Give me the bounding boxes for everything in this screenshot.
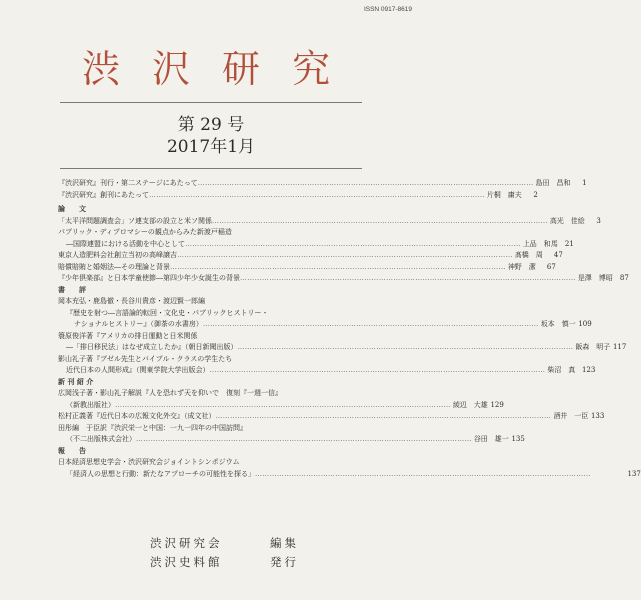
section-heading: 新 刊 紹 介 [58,377,94,386]
entry-author: 神野 潔 [507,262,536,271]
toc-entry [58,216,601,228]
entry-page: 3 [596,216,601,225]
issue-date: 2017年1月 [166,137,256,157]
entry-page: 123 [581,366,596,374]
dot-leader [149,190,485,202]
entry-title: 岡本充弘・鹿島徹・長谷川貴彦・渡辺賢一郎編 [58,297,205,305]
entry-title: 簑原俊洋著『アメリカの排日運動と日米関係 [58,331,198,340]
entry-title: 賠償賠賄と婚姻法―その理論と背景 [58,262,170,271]
entry-author: 高光 佳絵 [549,216,585,225]
toc-entry [58,273,629,285]
section-heading: 論 文 [58,205,86,213]
dot-leader [136,434,472,446]
dot-leader [177,250,513,262]
table-of-contents [58,178,641,480]
dot-leader [115,400,451,412]
entry-page: 2 [533,190,538,199]
footer-row-editor [150,534,299,553]
toc-entry [58,319,592,331]
entry-author: 上品 和馬 [522,239,558,248]
toc-entry [58,227,364,239]
entry-title: 近代日本の人間形成』（関東学院大学出版会） [66,366,210,374]
toc-entry [58,239,574,251]
entry-author: 綾辺 大雄 [452,400,488,409]
entry-title: 影山礼子著『ブゼル先生とバイブル・クラスの学生たち [58,354,233,363]
toc-entry [58,423,364,435]
entry-title: （不二出版株式会社） [66,435,136,443]
entry-page: 137 [627,469,641,478]
entry-page: 109 [578,320,592,328]
entry-author: 酒井 一臣 [553,412,589,420]
entry-page: 129 [490,400,504,409]
entry-page: 47 [553,251,563,259]
section-heading: 報 告 [58,446,86,455]
entry-author: 谷田 雄一 [473,435,509,443]
entry-author: 片桐 庸夫 [486,190,522,199]
toc-entry [58,296,364,308]
entry-title: ―「排日移民法」はなぜ成立したか』（朝日新聞出版） [66,343,238,351]
footer-org: 渋沢史料館 [150,555,223,569]
issn: ISSN 0917-8619 [363,6,412,13]
journal-title: 渋 沢 研 究 [81,47,341,91]
entry-title: 田彤編 于臣訳『渋沢栄一と中国：一九一四年の中国訪問』 [58,423,247,432]
toc-entry [58,354,364,366]
entry-page: 117 [612,343,627,351]
entry-title: （新教出版社） [66,400,115,409]
issue-number: 第 29 号 [177,115,245,135]
toc-entry [58,250,563,262]
entry-title: 東京人造肥料会社創立当初の高峰譲吉 [58,251,177,259]
entry-title: 『歴史を射つ―言語論的転回・文化史・パブリックヒストリー・ [66,308,269,317]
entry-author: 飯森 明子 [575,343,611,351]
dot-leader [203,319,539,331]
entry-title: 広岡浅子著・影山礼子解説『人を恐れず天を仰いで 復刻『一週一信』 [58,389,282,397]
dot-leader [210,365,546,377]
footer-role: 編集 [270,536,299,550]
toc-entry [58,457,364,469]
entry-title: 「太平洋問題調査会」ソ連支部の設立と米ソ関係 [58,216,212,225]
footer-row-publisher [150,553,299,572]
entry-title: 「経済人の思想と行動：新たなアプローチの可能性を探る」 [66,469,255,478]
dot-leader [170,262,506,274]
divider-bottom [60,168,362,169]
entry-author: 髙橋 周 [514,251,543,259]
entry-author: 坂本 慎一 [540,320,576,328]
dot-leader [212,216,548,228]
dot-leader [216,411,552,423]
divider-top [60,102,362,103]
dot-leader [240,273,576,285]
entry-author: 是澤 博昭 [577,274,613,282]
entry-title: パブリック・ディプロマシーの観点からみた新渡戸稲造 [58,228,232,236]
section-heading: 書 評 [58,285,86,294]
footer-org: 渋沢研究会 [150,536,223,550]
entry-title: 日本経済思想史学会・渋沢研究会ジョイントシンポジウム [58,458,240,466]
entry-title: 『少年倶楽部』と日本学童使節―第四少年少女誕生の背景 [58,274,240,282]
toc-entry [58,331,364,343]
toc-entry [58,178,587,190]
entry-author: 島田 昌和 [535,179,571,187]
toc-entry [58,308,364,320]
entry-page: 67 [546,262,556,271]
entry-page: 135 [511,435,525,443]
dot-leader [185,239,521,251]
entry-author: 柴沼 真 [547,366,576,374]
entry-title: 『渋沢研究』刊行・第二ステージにあたって [58,179,198,187]
entry-page: 1 [582,179,587,187]
entry-title: 『渋沢研究』創刊にあたって [58,190,149,199]
dot-leader [198,178,534,190]
toc-entry [58,262,556,274]
entry-page: 87 [619,274,629,282]
footer [150,534,299,572]
entry-title: 松村正義著『近代日本の広報文化外交』（成文社） [58,412,216,420]
toc-entry [58,388,364,400]
toc-entry [58,411,605,423]
entry-page: 133 [590,412,605,420]
toc-entry [58,469,641,481]
entry-title: ―国際連盟における活動を中心として [66,239,185,248]
dot-leader [255,469,591,481]
toc-entry [58,365,596,377]
toc-entry [58,342,627,354]
toc-entry [58,400,504,412]
entry-page: 21 [564,239,574,248]
toc-entry [58,190,538,202]
footer-role: 発行 [270,555,299,569]
toc-entry [58,434,525,446]
entry-title: ナショナルヒストリー』（御茶の水書房） [74,320,203,328]
dot-leader [238,342,574,354]
